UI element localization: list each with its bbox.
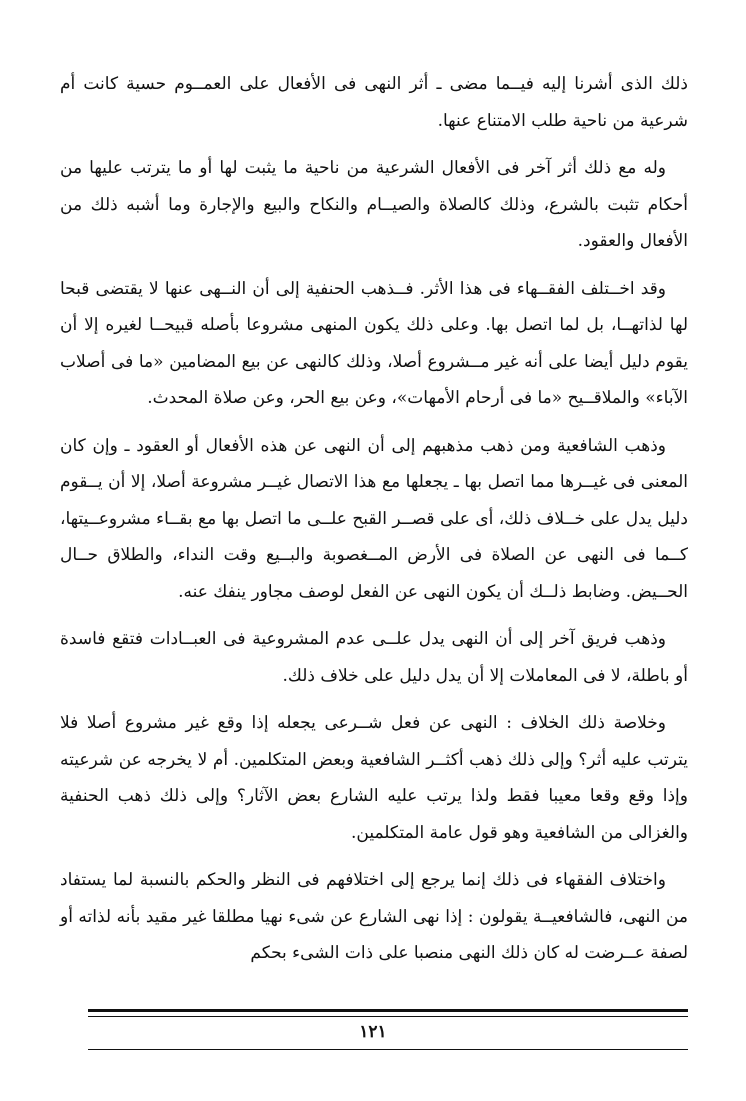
- body-text: [60, 66, 688, 972]
- paragraph-2: وله مع ذلك أثر آخر فى الأفعال الشرعية من ناحية ما يثبت لها أو ما يترتب عليها من أحكام تثبت بالشرع، وذلك كالصلاة والصيــام والنكاح والبيع والإجارة وما أشبه ذلك من الأفعال والعقود.: [60, 158, 688, 251]
- footer-rule-thick: [88, 1009, 688, 1012]
- paragraph-5: وذهب فريق آخر إلى أن النهى يدل علــى عدم المشروعية فى العبــادات فتقع فاسدة أو باطلة، لا فى المعاملات إلا أن يدل دليل على خلاف ذلك.: [60, 629, 688, 686]
- paragraph-6: وخلاصة ذلك الخلاف : النهى عن فعل شــرعى يجعله إذا وقع غير مشروع أصلا فلا يترتب عليه أثر؟ وإلى ذلك ذهب أكثــر الشافعية وبعض المتكلمين. أم لا يخرجه عن شرعيته وإذا وقع وقعا معيبا فقط ولذا يرتب عليه الشارع بعض الآثار؟ وإلى ذلك ذهب الحنفية والغزالى من الشافعية وهو قول عامة المتكلمين.: [60, 713, 688, 843]
- paragraph-7: واختلاف الفقهاء فى ذلك إنما يرجع إلى اختلافهم فى النظر والحكم بالنسبة لما يستفاد من النهى، فالشافعيــة يقولون : إذا نهى الشارع عن شىء نهيا مطلقا غير مقيد بأنه لذاته أو لصفة عــرضت له كان ذلك النهى منصبا على ذات الشىء بحكم: [60, 870, 688, 963]
- footer-rule-bottom: [88, 1049, 688, 1050]
- page-number: ١٢١: [359, 1022, 387, 1042]
- paragraph-1: ذلك الذى أشرنا إليه فيــما مضى ـ أثر النهى فى الأفعال على العمــوم حسية كانت أم شرعية من ناحية طلب الامتناع عنها.: [60, 74, 688, 131]
- paragraph-4: وذهب الشافعية ومن ذهب مذهبهم إلى أن النهى عن هذه الأفعال أو العقود ـ وإن كان المعنى فى غيــرها مما اتصل بها ـ يجعلها مع هذا الاتصال غيــر مشروعة أصلا، إلا أن يــقوم دليل يدل على خــلاف ذلك، أى على قصــر القبح علــى ما اتصل بها مع بقــاء مشروعــيتها، كــما فى النهى عن الصلاة فى الأرض المــغصوبة والبــيع وقت النداء، والطلاق حــال الحــيض. وضابط ذلــك أن يكون النهى عن الفعل لوصف مجاور ينفك عنه.: [60, 435, 688, 602]
- paragraph-3: وقد اخــتلف الفقــهاء فى هذا الأثر. فــذهب الحنفية إلى أن النــهى عنها لا يقتضى قبحا لها لذاتهــا، بل لما اتصل بها. وعلى ذلك يكون المنهى مشروعا بأصله قبيحــا لغيره إلا أن يقوم دليل أيضا على أنه غير مــشروع أصلا، وذلك كالنهى عن بيع المضامين «ما فى أصلاب الآباء» والملاقــيح «ما فى أرحام الأمهات»، وعن بيع الحر، وعن صلاة المحدث.: [60, 278, 688, 408]
- footer-rule-thin: [88, 1016, 688, 1017]
